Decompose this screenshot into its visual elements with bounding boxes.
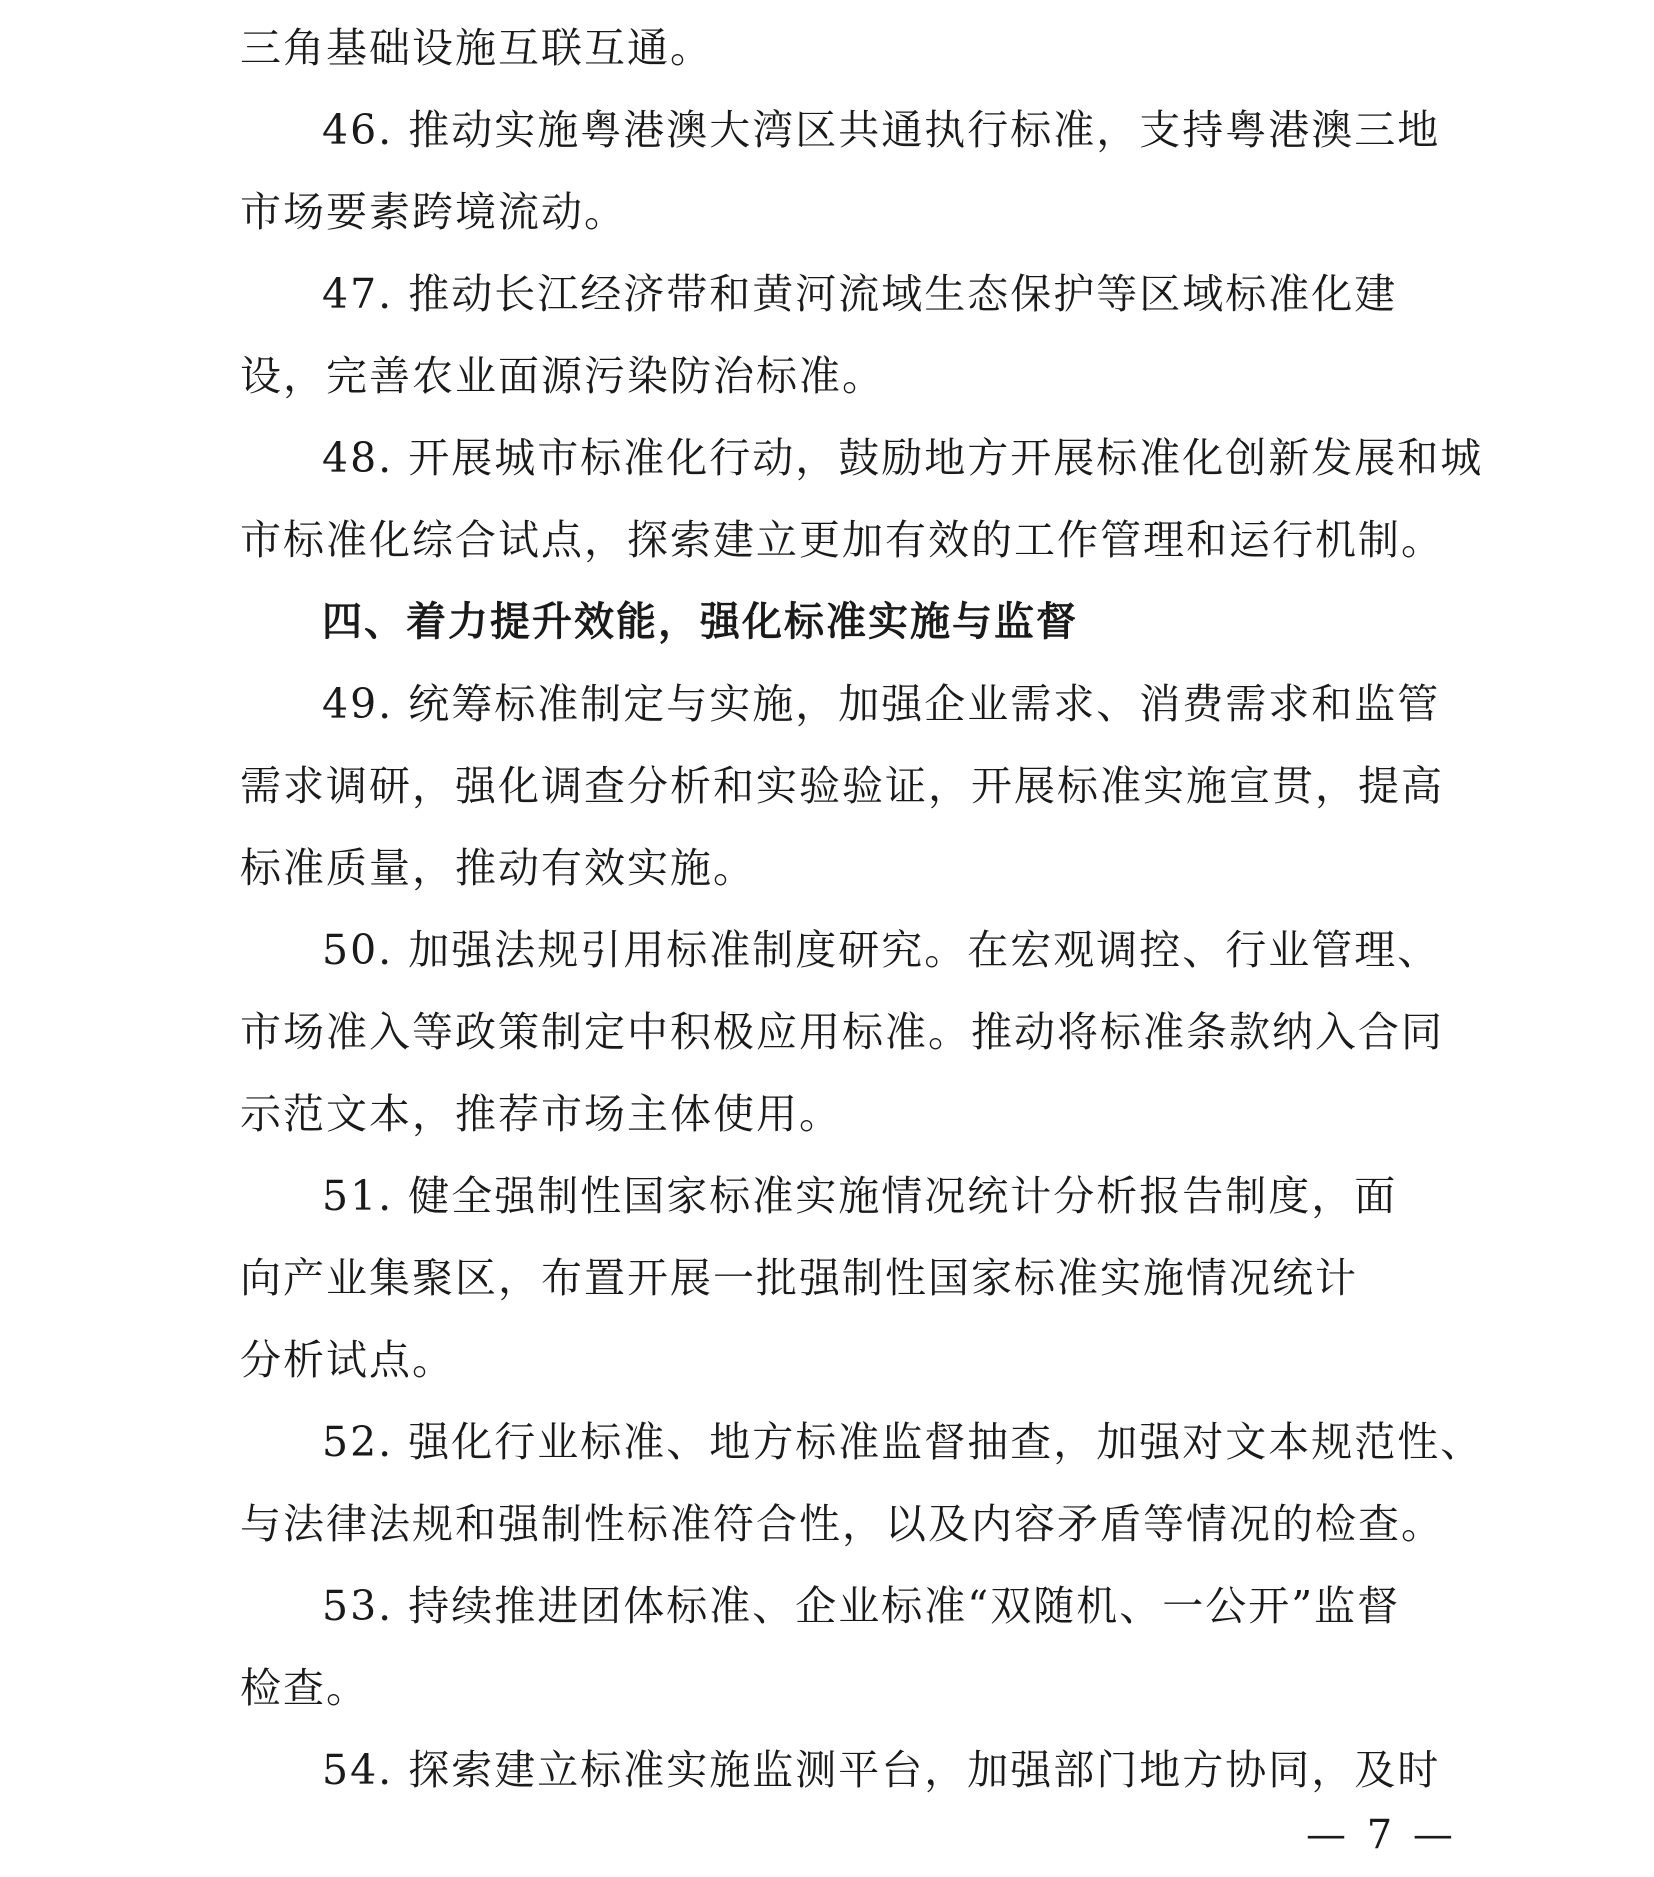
item-54-line-1: 54. 探索建立标准实施监测平台，加强部门地方协同，及时 xyxy=(322,1746,1441,1794)
item-49-line-2: 需求调研，强化调查分析和实验验证，开展标准实施宣贯，提高 xyxy=(240,762,1444,810)
item-52-line-2: 与法律法规和强制性标准符合性，以及内容矛盾等情况的检查。 xyxy=(240,1500,1444,1548)
item-49-line-1: 49. 统筹标准制定与实施，加强企业需求、消费需求和监管 xyxy=(322,680,1441,728)
item-47-line-1: 47. 推动长江经济带和黄河流域生态保护等区域标准化建 xyxy=(322,270,1398,318)
item-46-line-2: 市场要素跨境流动。 xyxy=(240,188,627,236)
text-line: 三角基础设施互联互通。 xyxy=(240,24,713,72)
item-51-line-3: 分析试点。 xyxy=(240,1336,455,1384)
item-49-line-3: 标准质量，推动有效实施。 xyxy=(240,844,756,892)
item-53-line-2: 检查。 xyxy=(240,1664,369,1712)
item-50-line-2: 市场准入等政策制定中积极应用标准。推动将标准条款纳入合同 xyxy=(240,1008,1444,1056)
item-47-line-2: 设，完善农业面源污染防治标准。 xyxy=(240,352,885,400)
item-51-line-1: 51. 健全强制性国家标准实施情况统计分析报告制度，面 xyxy=(322,1172,1398,1220)
item-46-line-1: 46. 推动实施粤港澳大湾区共通执行标准，支持粤港澳三地 xyxy=(322,106,1441,154)
item-51-line-2: 向产业集聚区，布置开展一批强制性国家标准实施情况统计 xyxy=(240,1254,1358,1302)
item-53-line-1: 53. 持续推进团体标准、企业标准“双随机、一公开”监督 xyxy=(322,1582,1401,1630)
page-number: — 7 — xyxy=(1306,1812,1457,1858)
section-heading: 四、着力提升效能，强化标准实施与监督 xyxy=(322,599,1078,645)
item-48-line-1: 48. 开展城市标准化行动，鼓励地方开展标准化创新发展和城 xyxy=(322,434,1484,482)
item-50-line-1: 50. 加强法规引用标准制度研究。在宏观调控、行业管理、 xyxy=(322,926,1441,974)
item-48-line-2: 市标准化综合试点，探索建立更加有效的工作管理和运行机制。 xyxy=(240,516,1444,564)
item-52-line-1: 52. 强化行业标准、地方标准监督抽查，加强对文本规范性、 xyxy=(322,1418,1484,1466)
item-50-line-3: 示范文本，推荐市场主体使用。 xyxy=(240,1090,842,1138)
